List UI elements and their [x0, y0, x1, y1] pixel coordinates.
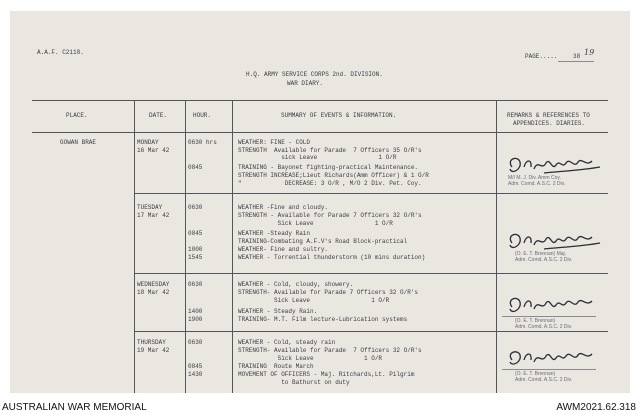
summary-line: Sick Leave 1 O/R: [238, 220, 393, 227]
summary-line: WEATHER - Cold, cloudy, showery.: [238, 281, 354, 288]
summary-line: STRENGTH- Available for Parade 7 Officers 32 O/R's: [238, 289, 419, 296]
hour-cell: 0630: [188, 339, 203, 346]
table-top-rule: [32, 100, 608, 101]
signature-rule: [502, 316, 596, 317]
column-header-date: DATE.: [149, 112, 168, 119]
day-cell: THURSDAY: [137, 339, 166, 346]
hour-cell: 0845: [188, 230, 203, 237]
column-header-remarks: REMARKS & REFERENCES TO: [507, 112, 590, 119]
footer-institution: AUSTRALIAN WAR MEMORIAL: [2, 402, 147, 413]
day-cell: WEDNESDAY: [137, 281, 170, 288]
summary-line: STRENGTH- Available for Parade 7 Officers 32 O/R's: [238, 347, 422, 354]
date-cell: 16 Mar 42: [137, 147, 170, 154]
hour-cell: 1430: [188, 371, 203, 378]
summary-line: WEATHER - Torrential thunderstorm (10 mins duration): [238, 254, 426, 261]
hour-cell: 0630: [188, 281, 203, 288]
row-separator: [134, 273, 608, 274]
column-header-summary: SUMMARY OF EVENTS & INFORMATION.: [281, 112, 397, 119]
handwritten-signature: [504, 293, 604, 317]
date-cell: 19 Mar 42: [137, 347, 170, 354]
page-label: PAGE.....: [525, 53, 558, 60]
handwritten-signature: [504, 347, 604, 369]
summary-line: WEATHER: FINE - COLD: [238, 139, 311, 146]
row-separator: [134, 193, 608, 194]
column-header-hour: HOUR.: [193, 112, 212, 119]
summary-line: TRAINING Route March: [238, 363, 314, 370]
hour-cell: 1000: [188, 246, 203, 253]
signature-stamp: (O. E. T. Brennan) Maj. Adm. Comd. A.S.C. 2 Div.: [515, 251, 573, 263]
war-diary-sheet: [10, 11, 630, 393]
summary-line: STRENGTH Available for Parade 7 Officers 35 O/R's: [238, 147, 422, 154]
column-rule: [185, 100, 186, 393]
signature-stamp: M/I M. J. Div. Amm Coy. Adm. Comd. A.S.C. 2 Div.: [508, 175, 566, 187]
summary-line: TRAINING- M.T. Film lecture-Lubrication systems: [238, 316, 408, 323]
hour-cell: 1400: [188, 308, 203, 315]
hour-cell: 0845: [188, 363, 203, 370]
date-cell: 18 Mar 42: [137, 289, 170, 296]
summary-line: WEATHER- Fine and sultry.: [238, 246, 329, 253]
place-cell: GOWAN BRAE: [60, 139, 97, 146]
diary-title: WAR DIARY.: [287, 80, 324, 87]
summary-line: TRAINING - Bayonet fighting-practical Maintenance.: [238, 164, 419, 171]
summary-line: MOVEMENT OF OFFICERS - Maj. Ritchards,Lt. Pilgrim: [238, 371, 415, 378]
column-header-remarks: APPENDICES. DIARIES.: [513, 120, 586, 127]
day-cell: TUESDAY: [137, 204, 163, 211]
table-header-rule: [32, 132, 608, 133]
summary-line: Sick Leave 1 O/R: [238, 297, 390, 304]
summary-line: " DECREASE: 3 O/R , M/O 2 Div. Pet. Coy.: [238, 180, 422, 187]
summary-line: STRENGTH - Available for Parade 7 Officers 32 O/R's: [238, 212, 422, 219]
summary-line: WEATHER -Steady Rain: [238, 230, 311, 237]
summary-line: WEATHER - Steady Rain.: [238, 308, 318, 315]
unit-heading: H.Q. ARMY SERVICE CORPS 2nd. DIVISION.: [246, 71, 383, 78]
footer-bar: [0, 401, 640, 415]
signature-stamp: (O. E. T. Brennan) Adm. Comd. A.S.C. 2 Div.: [515, 318, 573, 330]
date-cell: 17 Mar 42: [137, 212, 170, 219]
page-number-handwritten: 19: [584, 48, 595, 57]
summary-line: Sick Leave 1 O/R: [238, 355, 383, 362]
row-separator: [134, 331, 608, 332]
day-cell: MONDAY: [137, 139, 159, 146]
summary-line: sick Leave 1 O/R: [238, 154, 397, 161]
summary-line: TRAINING-Combating A.F.V's Road Block-practical: [238, 238, 408, 245]
signature-rule: [502, 369, 596, 370]
hour-cell: 0630 hrs: [188, 139, 217, 146]
footer-accession-number: AWM2021.62.318: [556, 402, 636, 413]
column-rule: [134, 100, 135, 393]
summary-line: to Bathurst on duty: [238, 379, 350, 386]
column-rule: [232, 100, 233, 393]
summary-line: STRENGTH INCREASE;Lieut Richards(Amm Officer) & 1 O/R: [238, 172, 429, 179]
summary-line: WEATHER - Cold, steady rain: [238, 339, 336, 346]
hour-cell: 1545: [188, 254, 203, 261]
hour-cell: 1900: [188, 316, 203, 323]
form-reference: A.A.F. C2118.: [37, 49, 84, 56]
column-rule: [496, 100, 497, 393]
summary-line: WEATHER -Fine and cloudy.: [238, 204, 329, 211]
hour-cell: 0630: [188, 204, 203, 211]
signature-stamp: (O. E. T. Brennan) Adm. Comd. A.S.C. 2 Div.: [515, 371, 573, 383]
column-header-place: PLACE.: [66, 112, 88, 119]
hour-cell: 0845: [188, 164, 203, 171]
page-number: 38: [573, 53, 581, 60]
